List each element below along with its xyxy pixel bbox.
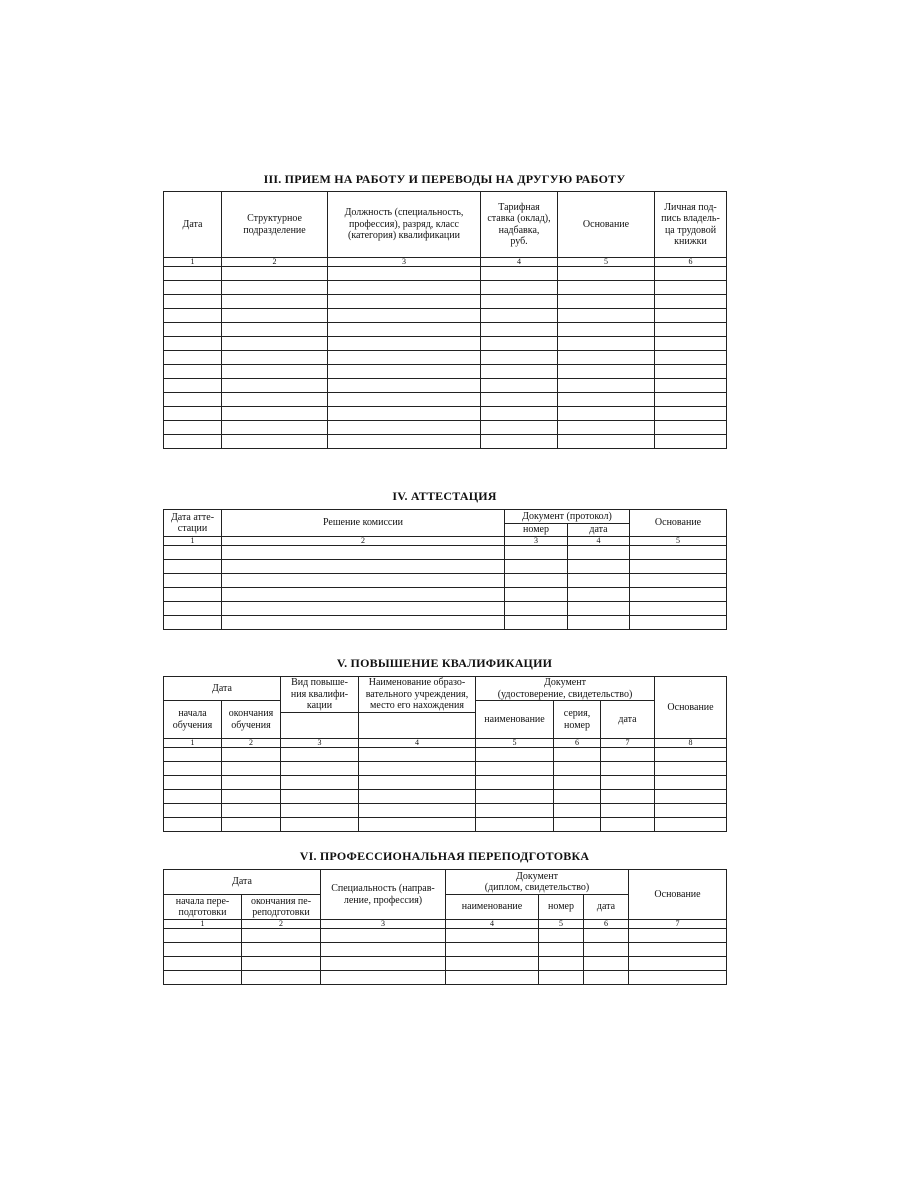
s3-header-rate: Тарифная ставка (оклад), надбавка, руб. <box>481 192 558 258</box>
blank-cell <box>164 421 222 435</box>
blank-cell <box>164 588 222 602</box>
blank-cell <box>481 295 558 309</box>
blank-table-row <box>164 560 727 574</box>
blank-cell <box>328 393 481 407</box>
blank-cell <box>505 588 568 602</box>
blank-cell <box>164 762 222 776</box>
blank-cell <box>655 337 727 351</box>
blank-cell <box>446 929 539 943</box>
blank-cell <box>630 616 727 630</box>
blank-cell <box>242 957 321 971</box>
s3-blank-rows <box>164 267 727 449</box>
s3-col-number: 4 <box>481 258 558 267</box>
blank-cell <box>601 748 655 762</box>
s5-header-name: наименование <box>476 701 554 739</box>
blank-table-row <box>164 929 727 943</box>
blank-cell <box>476 804 554 818</box>
blank-cell <box>222 309 328 323</box>
s3-col-number: 2 <box>222 258 328 267</box>
blank-cell <box>222 546 505 560</box>
s3-col-number: 3 <box>328 258 481 267</box>
blank-cell <box>601 762 655 776</box>
s4-col-number: 1 <box>164 537 222 546</box>
blank-cell <box>554 804 601 818</box>
s4-col-number: 3 <box>505 537 568 546</box>
blank-table-row <box>164 957 727 971</box>
s5-col-number: 7 <box>601 739 655 748</box>
blank-cell <box>655 748 727 762</box>
s6-col-number: 1 <box>164 920 242 929</box>
blank-cell <box>554 762 601 776</box>
blank-cell <box>222 748 281 762</box>
blank-cell <box>164 929 242 943</box>
blank-cell <box>554 818 601 832</box>
blank-cell <box>476 748 554 762</box>
blank-cell <box>321 929 446 943</box>
blank-table-row <box>164 337 727 351</box>
s4-header-decision: Решение комиссии <box>222 510 505 537</box>
blank-cell <box>655 323 727 337</box>
blank-cell <box>584 957 629 971</box>
blank-cell <box>554 748 601 762</box>
s5-header-type: Вид повыше- ния квалифи- кации <box>281 677 359 713</box>
s4-blank-rows <box>164 546 727 630</box>
blank-cell <box>630 546 727 560</box>
s3-col-number: 6 <box>655 258 727 267</box>
blank-cell <box>476 818 554 832</box>
s5-header-doc-date: дата <box>601 701 655 739</box>
s5-col-number: 8 <box>655 739 727 748</box>
blank-cell <box>601 776 655 790</box>
blank-table-row <box>164 365 727 379</box>
blank-table-row <box>164 309 727 323</box>
blank-cell <box>630 602 727 616</box>
blank-cell <box>630 588 727 602</box>
blank-cell <box>164 748 222 762</box>
blank-cell <box>328 365 481 379</box>
blank-cell <box>281 776 359 790</box>
s4-header-basis: Основание <box>630 510 727 537</box>
s3-col-number: 1 <box>164 258 222 267</box>
blank-cell <box>281 748 359 762</box>
blank-cell <box>222 435 328 449</box>
blank-cell <box>481 281 558 295</box>
blank-cell <box>164 790 222 804</box>
blank-cell <box>222 393 328 407</box>
blank-cell <box>222 804 281 818</box>
blank-cell <box>164 435 222 449</box>
blank-cell <box>655 790 727 804</box>
blank-cell <box>655 407 727 421</box>
blank-cell <box>568 616 630 630</box>
s5-header-type-cont <box>281 713 359 739</box>
blank-table-row <box>164 748 727 762</box>
blank-cell <box>164 365 222 379</box>
blank-cell <box>568 560 630 574</box>
blank-cell <box>655 762 727 776</box>
blank-cell <box>222 602 505 616</box>
blank-cell <box>539 943 584 957</box>
blank-cell <box>359 776 476 790</box>
blank-cell <box>630 574 727 588</box>
blank-cell <box>222 379 328 393</box>
blank-cell <box>568 546 630 560</box>
blank-cell <box>242 929 321 943</box>
blank-cell <box>164 943 242 957</box>
blank-cell <box>222 323 328 337</box>
blank-cell <box>481 309 558 323</box>
blank-cell <box>476 776 554 790</box>
blank-cell <box>505 546 568 560</box>
blank-cell <box>481 393 558 407</box>
blank-cell <box>222 295 328 309</box>
blank-cell <box>328 309 481 323</box>
blank-cell <box>505 616 568 630</box>
blank-cell <box>655 435 727 449</box>
blank-table-row <box>164 762 727 776</box>
blank-cell <box>328 281 481 295</box>
blank-cell <box>164 351 222 365</box>
section-6-title: VI. ПРОФЕССИОНАЛЬНАЯ ПЕРЕПОДГОТОВКА <box>299 849 590 863</box>
blank-cell <box>629 971 727 985</box>
blank-cell <box>539 971 584 985</box>
s5-header-start: начала обучения <box>164 701 222 739</box>
s4-header-number: номер <box>505 524 568 537</box>
blank-cell <box>222 281 328 295</box>
blank-cell <box>584 971 629 985</box>
blank-cell <box>481 323 558 337</box>
blank-cell <box>222 776 281 790</box>
blank-table-row <box>164 421 727 435</box>
s4-header-doc-date: дата <box>568 524 630 537</box>
blank-cell <box>481 267 558 281</box>
s4-header-document: Документ (протокол) <box>505 510 630 524</box>
s5-col-number: 3 <box>281 739 359 748</box>
section-5-title: V. ПОВЫШЕНИЕ КВАЛИФИКАЦИИ <box>336 656 553 670</box>
s5-header-date: Дата <box>164 677 281 701</box>
s6-header-basis: Основание <box>629 870 727 920</box>
s3-col-number: 5 <box>558 258 655 267</box>
s3-header-basis: Основание <box>558 192 655 258</box>
s6-header-start: начала пере- подготовки <box>164 895 242 920</box>
s6-col-number: 3 <box>321 920 446 929</box>
blank-cell <box>222 351 328 365</box>
s6-blank-rows <box>164 929 727 985</box>
blank-cell <box>359 748 476 762</box>
blank-cell <box>584 943 629 957</box>
blank-cell <box>601 790 655 804</box>
blank-cell <box>554 776 601 790</box>
blank-cell <box>164 393 222 407</box>
blank-cell <box>359 818 476 832</box>
blank-cell <box>222 365 328 379</box>
blank-cell <box>281 762 359 776</box>
blank-cell <box>359 762 476 776</box>
blank-cell <box>655 776 727 790</box>
blank-table-row <box>164 267 727 281</box>
blank-cell <box>481 365 558 379</box>
s4-col-number: 5 <box>630 537 727 546</box>
blank-cell <box>222 574 505 588</box>
blank-cell <box>164 804 222 818</box>
s5-col-number: 6 <box>554 739 601 748</box>
s6-header-end: окончания пе- реподготовки <box>242 895 321 920</box>
blank-cell <box>505 602 568 616</box>
blank-cell <box>328 407 481 421</box>
blank-cell <box>164 602 222 616</box>
blank-cell <box>164 407 222 421</box>
blank-cell <box>558 393 655 407</box>
section-5-table <box>163 676 727 832</box>
blank-cell <box>321 971 446 985</box>
blank-cell <box>601 818 655 832</box>
s5-col-number: 5 <box>476 739 554 748</box>
blank-table-row <box>164 351 727 365</box>
blank-cell <box>481 351 558 365</box>
blank-cell <box>164 379 222 393</box>
blank-table-row <box>164 323 727 337</box>
blank-cell <box>328 351 481 365</box>
blank-cell <box>558 323 655 337</box>
blank-cell <box>558 295 655 309</box>
blank-cell <box>481 435 558 449</box>
s6-header-doc-date: дата <box>584 895 629 920</box>
blank-table-row <box>164 281 727 295</box>
blank-cell <box>558 337 655 351</box>
s6-header-specialty: Специальность (направ- ление, профессия) <box>321 870 446 920</box>
s6-col-number: 5 <box>539 920 584 929</box>
blank-cell <box>655 393 727 407</box>
blank-cell <box>242 943 321 957</box>
blank-cell <box>222 616 505 630</box>
blank-cell <box>629 929 727 943</box>
blank-cell <box>446 943 539 957</box>
blank-table-row <box>164 971 727 985</box>
blank-table-row <box>164 407 727 421</box>
blank-cell <box>558 267 655 281</box>
blank-table-row <box>164 379 727 393</box>
s6-col-number: 6 <box>584 920 629 929</box>
s4-col-number: 4 <box>568 537 630 546</box>
blank-cell <box>328 421 481 435</box>
blank-cell <box>222 337 328 351</box>
section-3-title: III. ПРИЕМ НА РАБОТУ И ПЕРЕВОДЫ НА ДРУГУЮ РАБОТУ <box>263 172 626 186</box>
blank-cell <box>505 574 568 588</box>
s5-header-institution: Наименование образо- вательного учреждения, место его нахождения <box>359 677 476 713</box>
s3-header-position: Должность (специальность, профессия), разряд, класс (категория) квалификации <box>328 192 481 258</box>
blank-table-row <box>164 804 727 818</box>
s5-col-number: 4 <box>359 739 476 748</box>
s3-header-signature: Личная под- пись владель- ца трудовой книжки <box>655 192 727 258</box>
blank-cell <box>554 790 601 804</box>
blank-cell <box>476 762 554 776</box>
blank-cell <box>655 804 727 818</box>
s3-header-date: Дата <box>164 192 222 258</box>
blank-cell <box>568 588 630 602</box>
blank-table-row <box>164 393 727 407</box>
blank-cell <box>222 818 281 832</box>
blank-cell <box>328 267 481 281</box>
blank-cell <box>164 281 222 295</box>
blank-cell <box>505 560 568 574</box>
section-4-table <box>163 509 727 630</box>
blank-cell <box>481 407 558 421</box>
blank-cell <box>655 309 727 323</box>
blank-cell <box>164 337 222 351</box>
s6-col-number: 4 <box>446 920 539 929</box>
blank-cell <box>655 295 727 309</box>
s4-header-date: Дата атте- стации <box>164 510 222 537</box>
blank-cell <box>164 971 242 985</box>
blank-cell <box>281 818 359 832</box>
blank-table-row <box>164 790 727 804</box>
blank-cell <box>164 267 222 281</box>
s6-col-number: 7 <box>629 920 727 929</box>
s5-header-end: окончания обучения <box>222 701 281 739</box>
blank-cell <box>476 790 554 804</box>
blank-table-row <box>164 943 727 957</box>
blank-cell <box>321 957 446 971</box>
blank-cell <box>481 379 558 393</box>
blank-cell <box>558 435 655 449</box>
blank-table-row <box>164 295 727 309</box>
s5-header-series: серия, номер <box>554 701 601 739</box>
blank-cell <box>164 776 222 790</box>
blank-cell <box>558 379 655 393</box>
blank-cell <box>558 309 655 323</box>
blank-cell <box>328 295 481 309</box>
blank-table-row <box>164 435 727 449</box>
blank-table-row <box>164 616 727 630</box>
blank-cell <box>539 929 584 943</box>
blank-cell <box>655 818 727 832</box>
blank-cell <box>539 957 584 971</box>
blank-cell <box>164 957 242 971</box>
blank-cell <box>359 790 476 804</box>
blank-cell <box>222 790 281 804</box>
blank-cell <box>481 421 558 435</box>
blank-cell <box>558 407 655 421</box>
blank-cell <box>222 560 505 574</box>
blank-cell <box>222 267 328 281</box>
s5-blank-rows <box>164 748 727 832</box>
blank-cell <box>655 379 727 393</box>
blank-cell <box>281 790 359 804</box>
blank-cell <box>164 616 222 630</box>
blank-cell <box>558 365 655 379</box>
blank-cell <box>164 560 222 574</box>
blank-cell <box>584 929 629 943</box>
section-4-title: IV. АТТЕСТАЦИЯ <box>392 489 497 503</box>
blank-cell <box>164 309 222 323</box>
blank-cell <box>222 588 505 602</box>
s4-col-number: 2 <box>222 537 505 546</box>
s6-header-name: наименование <box>446 895 539 920</box>
blank-cell <box>242 971 321 985</box>
blank-cell <box>222 762 281 776</box>
s5-col-number: 2 <box>222 739 281 748</box>
blank-cell <box>446 957 539 971</box>
s6-header-number: номер <box>539 895 584 920</box>
s5-header-document: Документ (удостоверение, свидетельство) <box>476 677 655 701</box>
blank-cell <box>164 546 222 560</box>
blank-cell <box>655 281 727 295</box>
blank-cell <box>481 337 558 351</box>
blank-cell <box>446 971 539 985</box>
blank-cell <box>164 574 222 588</box>
blank-cell <box>222 407 328 421</box>
blank-table-row <box>164 818 727 832</box>
blank-cell <box>328 435 481 449</box>
blank-cell <box>281 804 359 818</box>
s6-col-number: 2 <box>242 920 321 929</box>
blank-cell <box>568 602 630 616</box>
blank-cell <box>359 804 476 818</box>
section-6-table <box>163 869 727 985</box>
blank-cell <box>655 421 727 435</box>
blank-table-row <box>164 588 727 602</box>
blank-table-row <box>164 574 727 588</box>
blank-cell <box>558 421 655 435</box>
s5-header-basis: Основание <box>655 677 727 739</box>
blank-cell <box>222 421 328 435</box>
blank-cell <box>164 818 222 832</box>
s3-header-department: Структурное подразделение <box>222 192 328 258</box>
blank-table-row <box>164 602 727 616</box>
blank-cell <box>629 943 727 957</box>
blank-cell <box>164 295 222 309</box>
blank-cell <box>321 943 446 957</box>
blank-table-row <box>164 776 727 790</box>
blank-cell <box>629 957 727 971</box>
blank-cell <box>655 267 727 281</box>
blank-cell <box>164 323 222 337</box>
blank-cell <box>328 337 481 351</box>
blank-table-row <box>164 546 727 560</box>
blank-cell <box>328 323 481 337</box>
blank-cell <box>655 351 727 365</box>
blank-cell <box>558 351 655 365</box>
blank-cell <box>630 560 727 574</box>
s6-header-document: Документ (диплом, свидетельство) <box>446 870 629 895</box>
blank-cell <box>328 379 481 393</box>
section-3-table <box>163 191 727 449</box>
blank-cell <box>558 281 655 295</box>
s6-header-date: Дата <box>164 870 321 895</box>
blank-cell <box>655 365 727 379</box>
s5-col-number: 1 <box>164 739 222 748</box>
blank-cell <box>568 574 630 588</box>
blank-cell <box>601 804 655 818</box>
s5-header-institution-cont <box>359 713 476 739</box>
